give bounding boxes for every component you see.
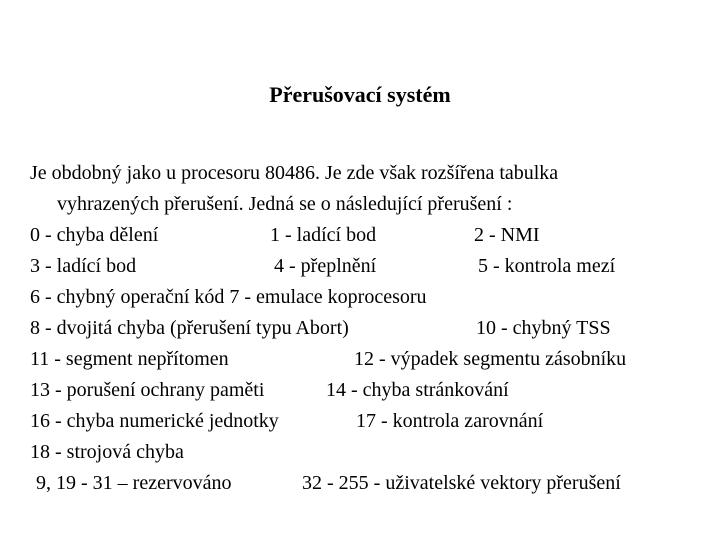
interrupt-item: 1 - ladící bod (270, 224, 377, 246)
interrupt-item: 4 - přeplnění (274, 255, 377, 277)
intro-line-1 (30, 158, 700, 189)
interrupt-item: 13 - porušení ochrany paměti (30, 379, 265, 401)
intro-text-1: Je obdobný jako u procesoru 80486. Je zde však rozšířena tabulka (30, 162, 559, 184)
interrupt-item: 10 - chybný TSS (476, 317, 611, 339)
interrupt-item: 8 - dvojitá chyba (přerušení typu Abort) (30, 317, 349, 339)
interrupt-item: 0 - chyba dělení (30, 224, 159, 246)
interrupt-item: 16 - chyba numerické jednotky (30, 410, 279, 432)
interrupt-item: 9, 19 - 31 – rezervováno (36, 472, 232, 494)
intro-line-2 (30, 189, 700, 220)
interrupt-item: 32 - 255 - uživatelské vektory přerušení (302, 472, 621, 494)
slide-body (30, 158, 700, 499)
interrupt-item: 11 - segment nepřítomen (30, 348, 229, 370)
interrupt-row (30, 282, 700, 313)
interrupt-row (30, 468, 700, 499)
interrupt-item: 3 - ladící bod (30, 255, 137, 277)
interrupt-item: 5 - kontrola mezí (478, 255, 616, 277)
interrupt-row (30, 406, 700, 437)
interrupt-row (30, 344, 700, 375)
intro-text-2: vyhrazených přerušení. Jedná se o následující přerušení : (57, 193, 513, 215)
slide-title (0, 80, 720, 110)
interrupt-row (30, 313, 700, 344)
interrupt-item: 2 - NMI (474, 224, 540, 246)
interrupt-item: 12 - výpadek segmentu zásobníku (354, 348, 627, 370)
interrupt-row (30, 220, 700, 251)
interrupt-row (30, 375, 700, 406)
interrupt-item: 6 - chybný operační kód 7 - emulace koprocesoru (30, 286, 427, 308)
interrupt-item: 17 - kontrola zarovnání (356, 410, 544, 432)
interrupt-item: 14 - chyba stránkování (326, 379, 509, 401)
interrupt-row (30, 251, 700, 282)
interrupt-row (30, 437, 700, 468)
title-text: Přerušovací systém (269, 82, 451, 107)
interrupt-item: 18 - strojová chyba (30, 441, 184, 463)
